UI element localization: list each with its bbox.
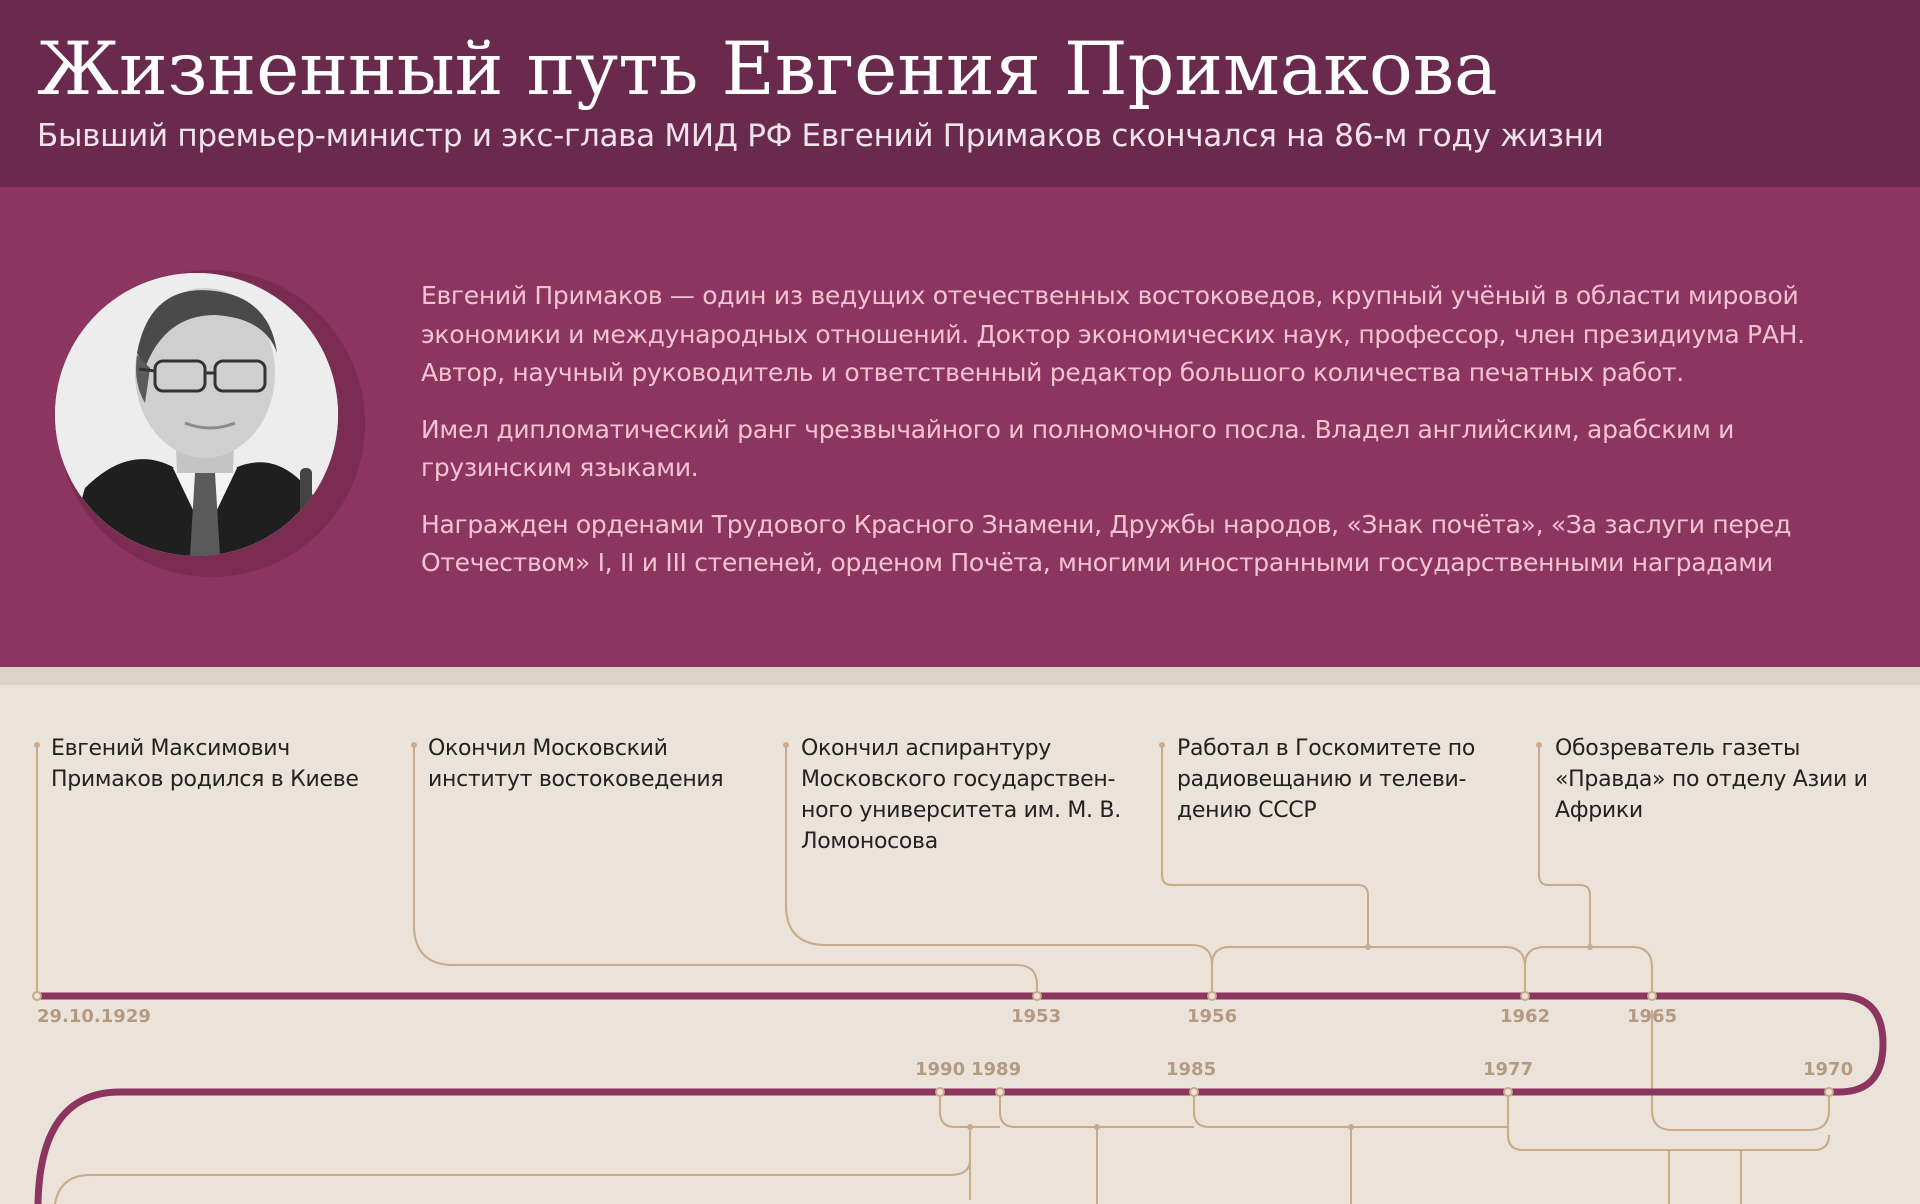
timeline-section bbox=[0, 667, 1920, 1204]
year-label: 1965 bbox=[1627, 1006, 1678, 1027]
year-marker bbox=[1033, 992, 1041, 1000]
year-label: 1985 bbox=[1166, 1059, 1217, 1080]
portrait-photo bbox=[55, 273, 338, 556]
connector-line bbox=[940, 1092, 1000, 1127]
junction-dot bbox=[967, 1124, 973, 1130]
connector-line bbox=[55, 1160, 970, 1204]
bio-paragraph: Евгений Примаков — один из ведущих отечественных востоковедов, крупный учёный в области мировой экономики и международных отношений. Доктор экономических наук, профессор, член президиума РАН. Автор, научный руководитель и ответственный редактор большого количества печатных работ. bbox=[421, 281, 1805, 387]
connector-line bbox=[1000, 1092, 1194, 1127]
year-label: 1970 bbox=[1803, 1059, 1854, 1080]
year-marker bbox=[1208, 992, 1216, 1000]
year-marker bbox=[1190, 1088, 1198, 1096]
junction-dot bbox=[1348, 1124, 1354, 1130]
year-marker bbox=[1825, 1088, 1833, 1096]
year-marker bbox=[996, 1088, 1004, 1096]
year-label: 1977 bbox=[1483, 1059, 1534, 1080]
event-dot bbox=[34, 742, 40, 748]
bio-paragraph: Имел дипломатический ранг чрезвычайного и полномочного посла. Владел английским, арабским и грузинским языками. bbox=[421, 414, 1735, 482]
year-marker bbox=[1504, 1088, 1512, 1096]
year-label: 1953 bbox=[1011, 1006, 1062, 1027]
junction-dot bbox=[1094, 1124, 1100, 1130]
event-postgraduate: Окончил аспирантуру Московского государствен-ного университета им. М. В. Ломоносова bbox=[801, 736, 1121, 854]
event-birth: Евгений Максимович Примаков родился в Киеве bbox=[51, 736, 359, 792]
year-label: 1989 bbox=[971, 1059, 1022, 1080]
event-dot bbox=[1536, 742, 1542, 748]
year-marker bbox=[1521, 992, 1529, 1000]
event-institute: Окончил Московский институт востоковедения bbox=[428, 736, 724, 792]
event-gosteleradio: Работал в Госкомитете по радиовещанию и телеви-дению СССР bbox=[1177, 736, 1476, 823]
year-label: 29.10.1929 bbox=[37, 1006, 151, 1027]
junction-dot bbox=[1587, 944, 1593, 950]
event-dot bbox=[1159, 742, 1165, 748]
year-marker bbox=[936, 1088, 944, 1096]
event-dot bbox=[411, 742, 417, 748]
header bbox=[0, 0, 1920, 187]
junction-dot bbox=[1365, 944, 1371, 950]
event-pravda: Обозреватель газеты «Правда» по отделу Азии и Африки bbox=[1555, 736, 1868, 823]
year-label: 1990 bbox=[915, 1059, 966, 1080]
year-label: 1956 bbox=[1187, 1006, 1238, 1027]
page-title: Жизненный путь Евгения Примакова bbox=[37, 27, 1498, 112]
event-dot bbox=[783, 742, 789, 748]
year-marker bbox=[1648, 992, 1656, 1000]
connector-line bbox=[1508, 1092, 1829, 1150]
connector-line bbox=[1212, 947, 1525, 996]
year-marker bbox=[33, 992, 41, 1000]
connector-line bbox=[1194, 1092, 1508, 1127]
year-label: 1962 bbox=[1500, 1006, 1551, 1027]
page-subtitle: Бывший премьер-министр и экс-глава МИД РФ Евгений Примаков скончался на 86-м году жизни bbox=[37, 118, 1604, 154]
bio-text bbox=[421, 277, 1881, 601]
connector-line bbox=[1525, 947, 1652, 996]
bio-paragraph: Награжден орденами Трудового Красного Знамени, Дружбы народов, «Знак почёта», «За заслуги перед Отечеством» I, II и III степеней, орденом Почёта, многими иностранными государственными наградами bbox=[421, 509, 1792, 577]
